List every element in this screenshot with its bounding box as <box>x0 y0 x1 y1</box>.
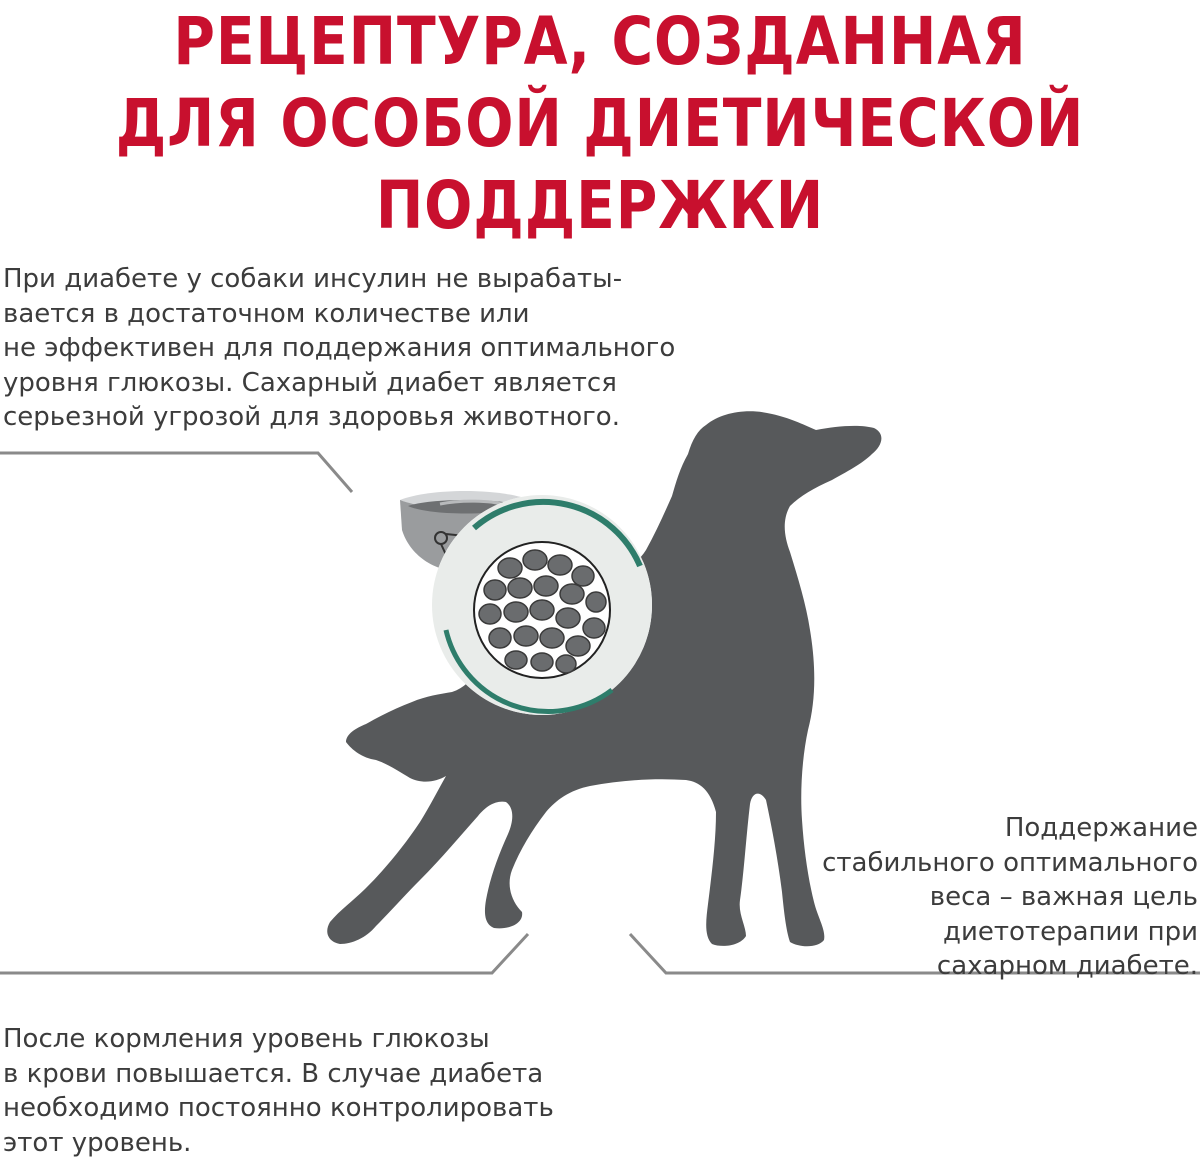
title-line: РЕЦЕПТУРА, СОЗДАННАЯ <box>173 3 1027 80</box>
diabetes-description <box>3 262 675 435</box>
text-line: необходимо постоянно контролировать <box>3 1093 554 1123</box>
text-line: После кормления уровень глюкозы <box>3 1024 490 1054</box>
text-line: веса – важная цель <box>929 882 1198 912</box>
text-line: сахарном диабете. <box>936 951 1198 981</box>
glucose-description <box>3 1022 554 1160</box>
text-line: уровня глюкозы. Сахарный диабет является <box>3 367 617 398</box>
text-line: При диабете у собаки инсулин не вырабаты- <box>3 264 623 294</box>
text-line: вается в достаточном количестве или <box>3 298 530 329</box>
callout-line-bottom-left <box>0 934 528 973</box>
text-line: этот уровень. <box>3 1127 192 1158</box>
text-line: диетотерапии при <box>943 916 1198 947</box>
title-line: ПОДДЕРЖКИ <box>375 167 825 244</box>
callout-line-top <box>0 453 352 492</box>
text-line: Поддержание <box>1004 813 1198 843</box>
text-line: серьезной угрозой для здоровья животного. <box>3 402 620 432</box>
weight-description <box>822 811 1198 984</box>
text-line: стабильного оптимального <box>822 847 1198 878</box>
text-line: не эффективен для поддержания оптимального <box>3 333 676 363</box>
title-line: ДЛЯ ОСОБОЙ ДИЕТИЧЕСКОЙ <box>115 85 1085 162</box>
text-line: в крови повышается. В случае диабета <box>3 1058 544 1089</box>
kibble-zoom-icon <box>432 495 652 715</box>
